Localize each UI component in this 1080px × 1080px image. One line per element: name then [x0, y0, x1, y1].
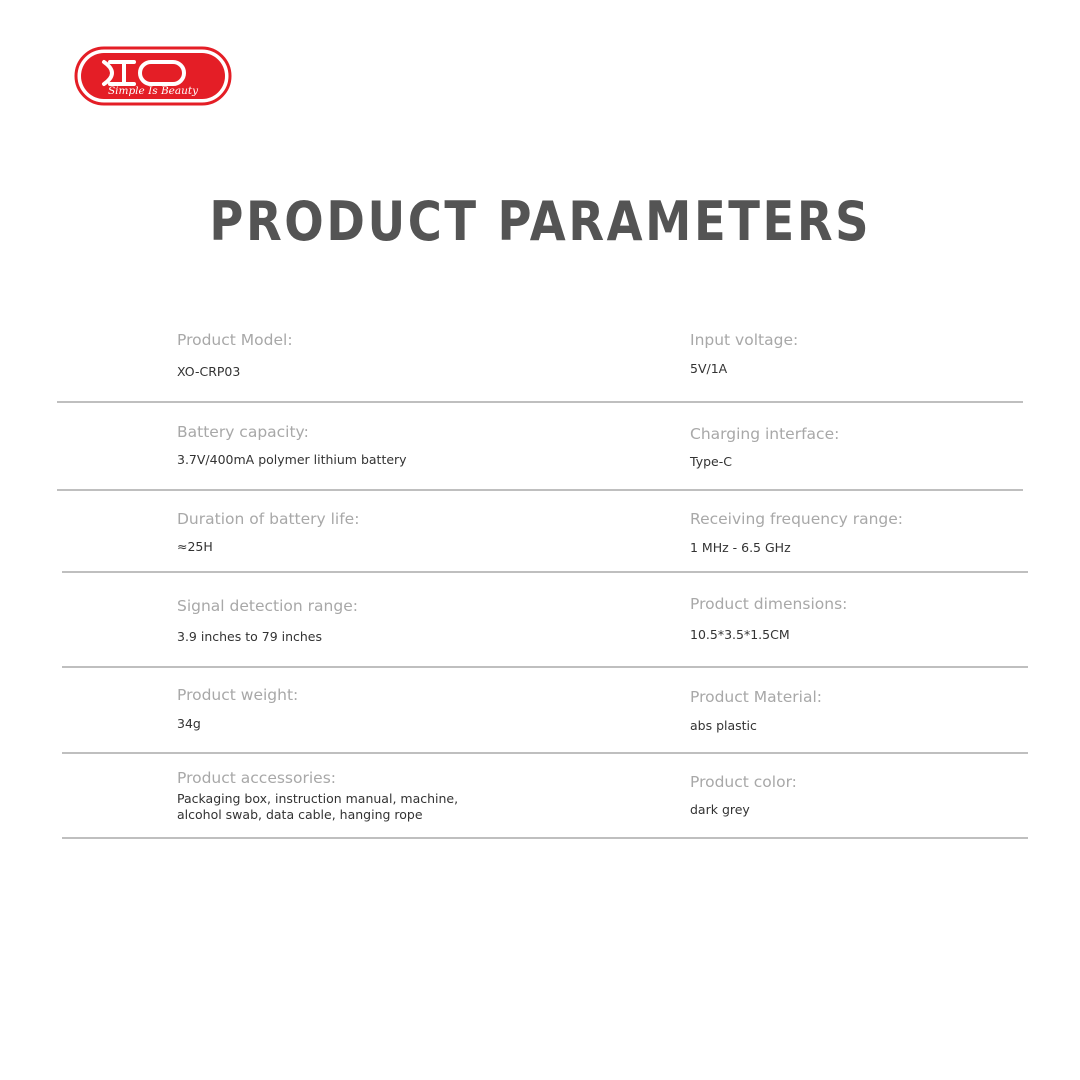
spec-signal-detection	[177, 596, 597, 645]
spec-value: Type-C	[690, 454, 732, 469]
spec-label: Charging interface:	[690, 425, 840, 443]
spec-label: Product weight:	[177, 686, 299, 704]
spec-value: 3.9 inches to 79 inches	[177, 629, 323, 644]
spec-label: Duration of battery life:	[177, 510, 360, 528]
spec-label: Product accessories:	[177, 769, 337, 787]
row-divider	[57, 401, 1023, 403]
spec-value: 5V/1A	[690, 361, 728, 376]
spec-value: 1 MHz - 6.5 GHz	[690, 540, 791, 555]
spec-value: abs plastic	[690, 718, 757, 733]
spec-value: 3.7V/400mA polymer lithium battery	[177, 452, 407, 467]
spec-input-voltage	[690, 330, 1050, 377]
page-title: PRODUCT PARAMETERS	[209, 190, 872, 253]
row-divider	[62, 752, 1028, 754]
spec-product-weight	[177, 685, 597, 732]
spec-product-material	[690, 687, 1050, 734]
spec-product-accessories	[177, 768, 597, 823]
spec-label: Receiving frequency range:	[690, 510, 904, 528]
brand-logo	[74, 46, 232, 106]
row-divider	[57, 489, 1023, 491]
spec-label: Product dimensions:	[690, 595, 848, 613]
spec-product-dimensions	[690, 594, 1050, 643]
spec-charging-interface	[690, 424, 1050, 470]
spec-value: 10.5*3.5*1.5CM	[690, 627, 790, 642]
spec-label: Product Material:	[690, 688, 822, 706]
spec-label: Product color:	[690, 773, 797, 791]
spec-value: Packaging box, instruction manual, machine, alcohol swab, data cable, hanging rope	[177, 791, 459, 822]
spec-product-color	[690, 772, 1050, 818]
row-divider	[62, 666, 1028, 668]
spec-receiving-frequency	[690, 509, 1050, 556]
spec-value: XO-CRP03	[177, 364, 241, 379]
row-divider	[62, 837, 1028, 839]
brand-tagline: Simple Is Beauty	[107, 85, 199, 97]
spec-value: 34g	[177, 716, 201, 731]
spec-label: Input voltage:	[690, 331, 799, 349]
spec-battery-life	[177, 509, 597, 555]
spec-label: Battery capacity:	[177, 423, 309, 441]
spec-label: Product Model:	[177, 331, 293, 349]
spec-battery-capacity	[177, 422, 597, 468]
spec-label: Signal detection range:	[177, 597, 358, 615]
spec-value: dark grey	[690, 802, 750, 817]
row-divider	[62, 571, 1028, 573]
spec-value: ≈25H	[177, 539, 213, 554]
spec-product-model	[177, 330, 597, 380]
